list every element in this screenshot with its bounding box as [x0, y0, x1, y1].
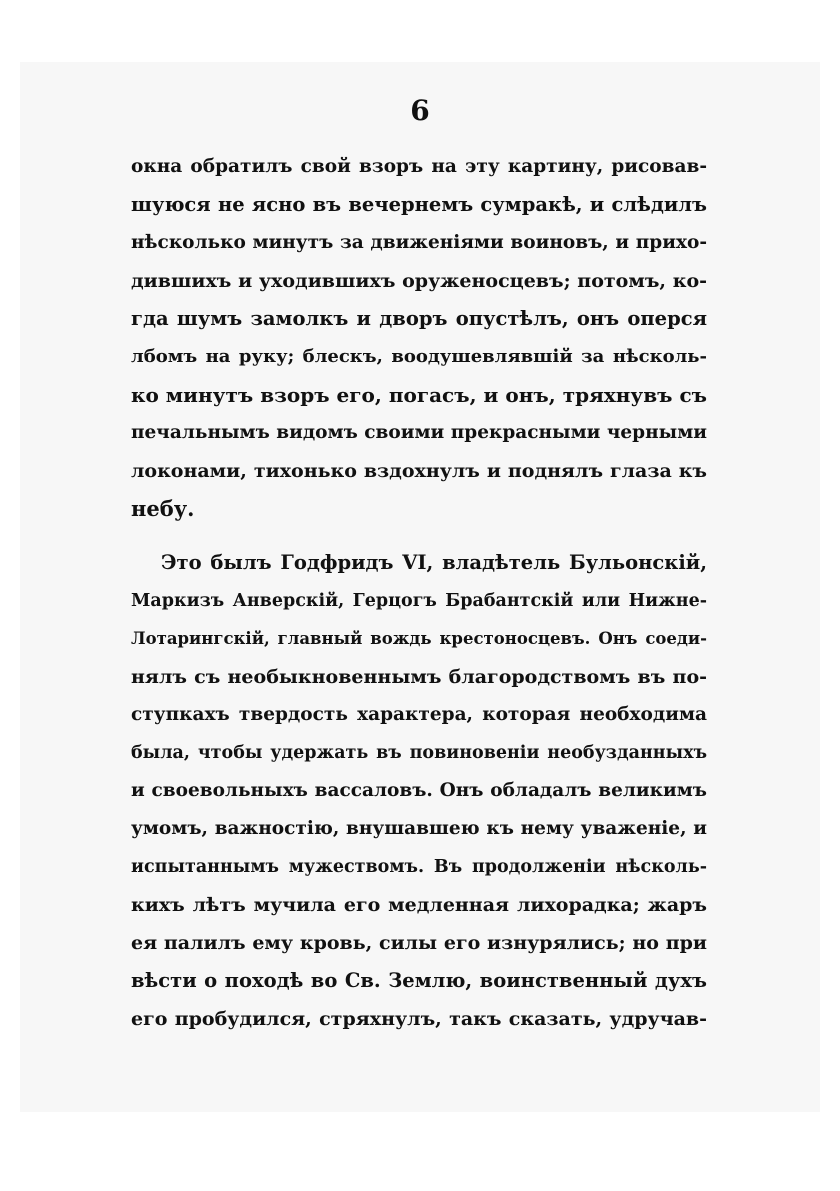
text-line: локонами, тихонько вздохнулъ и поднялъ глаза къ: [131, 460, 707, 482]
text-line: Лотарингскій, главный вождь крестоносцевъ. Онъ соеди-: [131, 629, 707, 648]
text-line: Это былъ Годфридъ VI, владѣтель Бульонскій,: [161, 551, 707, 574]
text-line: нялъ съ необыкновеннымъ благородствомъ въ по-: [131, 666, 707, 688]
text-line: кихъ лѣтъ мучила его медленная лихорадка; жаръ: [131, 894, 707, 916]
text-line: гда шумъ замолкъ и дворъ опустѣлъ, онъ оперся: [131, 307, 707, 330]
text-line: Маркизъ Анверскій, Герцогъ Брабантскій или Нижне-: [131, 591, 707, 611]
text-line: и своевольныхъ вассаловъ. Онъ обладалъ великимъ: [131, 780, 707, 801]
text-line: умомъ, важностію, внушавшею къ нему уваженіе, и: [131, 818, 707, 839]
text-line: вѣсти о походѣ во Св. Землю, воинственный духъ: [131, 969, 707, 992]
text-line: дившихъ и уходившихъ оруженосцевъ; потомъ, ко-: [131, 270, 707, 292]
text-line: нѣсколько минутъ за движеніями воиновъ, и прихо-: [131, 232, 707, 253]
text-line: испытаннымъ мужествомъ. Въ продолженіи нѣсколь-: [131, 857, 707, 877]
text-line: ступкахъ твердость характера, которая необходима: [131, 704, 707, 725]
page-number: 6: [410, 94, 430, 127]
text-line: небу.: [131, 496, 195, 521]
text-line: была, чтобы удержать въ повиновеніи необузданныхъ: [131, 743, 707, 763]
text-line: ко минутъ взоръ его, погасъ, и онъ, тряхнувъ съ: [131, 383, 707, 407]
text-line: его пробудился, стряхнулъ, такъ сказать, удручав-: [131, 1008, 707, 1030]
text-line: лбомъ на руку; блескъ, воодушевлявшій за нѣсколь-: [131, 346, 707, 367]
text-line: шуюся не ясно въ вечернемъ сумракѣ, и слѣдилъ: [131, 193, 707, 216]
text-line: окна обратилъ свой взоръ на эту картину, рисовав-: [131, 156, 707, 177]
text-line: ея палилъ ему кровь, силы его изнурялись; но при: [131, 932, 707, 954]
text-line: печальнымъ видомъ своими прекрасными черными: [131, 422, 707, 443]
